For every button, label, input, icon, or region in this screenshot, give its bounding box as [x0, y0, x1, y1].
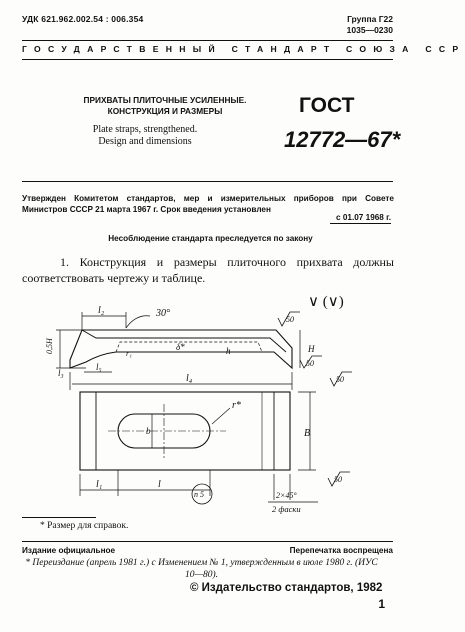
dim-b: B — [304, 428, 311, 439]
dim-l4: l₄ — [186, 373, 193, 384]
rough-50-d: 50 — [334, 475, 342, 484]
dim-l2: l₂ — [98, 305, 105, 316]
top-rule — [22, 40, 393, 41]
footnote-divider — [22, 517, 96, 518]
rough-50-a: 50 — [286, 315, 294, 324]
footnote: * Размер для справок. — [40, 521, 129, 531]
udk-code: УДК 621.962.002.54 : 006.354 — [22, 14, 144, 24]
republication-note: * Переиздание (апрель 1981 г.) с Изменением № 1, утвержденным в июле 1980 г. (ИУС 10—80). — [25, 558, 378, 580]
dim-chamfer: 2×45° — [276, 491, 297, 500]
copyright: © Издательство стандартов, 1982 — [190, 582, 383, 594]
side-view-slot-line — [116, 342, 262, 352]
dim-h: H — [308, 344, 315, 354]
group-line-2: 1035—0230 — [346, 25, 393, 35]
reprint-prohibited: Перепечатка воспрещена — [289, 546, 393, 555]
dim-angle: 30° — [156, 308, 170, 319]
dim-delta: δ* — [176, 342, 185, 352]
technical-drawing — [0, 300, 421, 520]
dim-l: l — [158, 479, 161, 490]
title-ru-line-2: КОНСТРУКЦИЯ И РАЗМЕРЫ — [107, 106, 223, 116]
title-en-line-2: Design and dimensions — [98, 136, 192, 147]
group-line-1: Группа Г22 — [347, 14, 393, 24]
gost-label: ГОСТ — [299, 94, 355, 117]
noncompliance-notice: Несоблюдение стандарта преследуется по закону — [108, 234, 313, 243]
state-standard-heading: ГОСУДАРСТВЕННЫЙ СТАНДАРТ СОЮЗА ССР — [22, 44, 465, 54]
title-rule — [22, 181, 393, 182]
rough-50-c: 50 — [336, 375, 344, 384]
dim-h1: 0,5H — [45, 338, 54, 354]
group-code — [347, 14, 393, 36]
dim-r: r* — [232, 400, 241, 411]
effective-date: с 01.07 1968 г. — [336, 213, 391, 222]
dim-chamfer-note: 2 фаски — [272, 504, 301, 514]
title-russian — [60, 95, 270, 117]
dim-h2: h — [226, 346, 231, 356]
rough-50-b: 50 — [306, 359, 314, 368]
dim-l3: l₃ — [58, 368, 64, 378]
header-rule — [22, 59, 393, 60]
dim-r1: r₁ — [126, 349, 132, 358]
dim-n5: n 5 — [194, 490, 204, 499]
title-ru-line-1: ПРИХВАТЫ ПЛИТОЧНЫЕ УСИЛЕННЫЕ. — [83, 95, 247, 105]
page-number: 1 — [378, 597, 385, 611]
title-en-line-1: Plate straps, strengthened. — [92, 124, 198, 135]
dim-b-slot: b — [146, 426, 151, 436]
title-english — [60, 124, 230, 148]
paragraph-1: 1. Конструкция и размеры плиточного прихвата должны соответствовать чертежу и таблице. — [22, 255, 394, 285]
official-edition: Издание официальное — [22, 546, 116, 555]
approval-text: Утвержден Комитетом стандартов, мер и измерительных приборов при Совете Министров СССР 21 марта 1967 г. Срок введения установлен — [22, 194, 394, 214]
roughness-mark: ∨ (∨) — [308, 294, 344, 310]
footer-rule — [22, 541, 393, 542]
gost-number: 12772—67* — [284, 127, 401, 152]
dim-l1: l₁ — [96, 479, 103, 490]
dim-l5: l₅ — [96, 362, 102, 372]
